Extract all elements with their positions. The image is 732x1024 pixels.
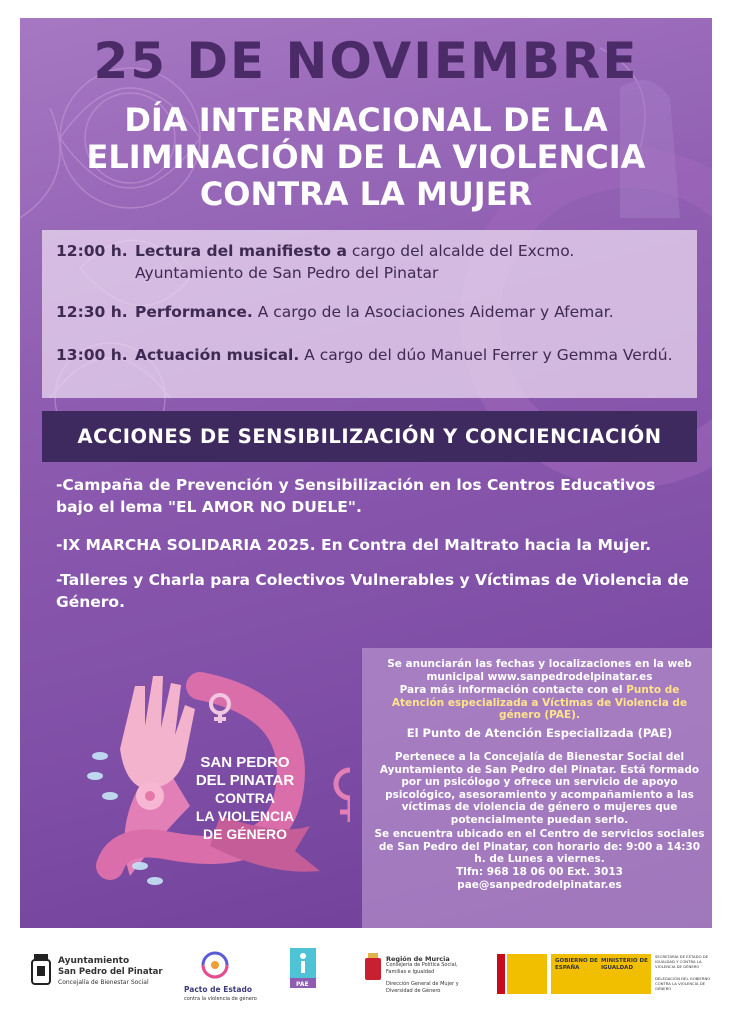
schedule-time: 12:30 h. (56, 303, 128, 321)
gobierno-label: GOBIERNO DE ESPAÑA (555, 958, 598, 971)
murcia-consejeria: Consejería de Política Social, Familias e Igualdad (386, 962, 458, 975)
delegacion-label: DELEGACIÓN DEL GOBIERNO CONTRA LA VIOLENCIA DE GÉNERO (655, 976, 711, 991)
info-description: Pertenece a la Concejalía de Bienestar Social del Ayuntamiento de San Pedro del Pinatar. Está formado por un psicólogo y ofrece un servicio de apoyo psicológico, asesoramiento y acompañamiento a las víctimas de violencia de género o mujeres que potencialmente puedan serlo. (379, 751, 700, 826)
footer-logos (0, 940, 732, 1024)
actions-heading: ACCIONES DE SENSIBILIZACIÓN Y CONCIENCIACIÓN (42, 411, 697, 462)
pacto-estado-logo-icon (198, 950, 232, 980)
ministerio-label: MINISTERIO DE IGUALDAD (601, 958, 648, 971)
schedule-time: 13:00 h. (56, 346, 128, 364)
schedule-detail: A cargo del dúo Manuel Ferrer y Gemma Verdú. (299, 346, 673, 364)
schedule-description (135, 240, 675, 284)
ayuntamiento-town: San Pedro del Pinatar (58, 967, 163, 977)
schedule-description (135, 344, 675, 366)
info-email: pae@sanpedrodelpinatar.es (457, 879, 622, 891)
pacto-estado-subtitle: contra la violencia de género (184, 996, 257, 1002)
spain-flag-stripe (497, 954, 505, 994)
info-web-text: Se anunciarán las fechas y localizaciones en la web municipal (387, 658, 692, 683)
action-item: -Campaña de Prevención y Sensibilización en los Centros Educativos bajo el lema "EL AMOR NO DUELE". (56, 476, 656, 516)
info-location: Se encuentra ubicado en el Centro de servicios sociales de San Pedro del Pinatar, con horario de: 9:00 a 14:30 h. de Lunes a viernes. (374, 828, 705, 866)
ribbon-text-line: LA VIOLENCIA (195, 808, 295, 824)
schedule-activity: Performance. (135, 303, 253, 321)
title-line: ELIMINACIÓN DE LA VIOLENCIA (86, 138, 646, 176)
schedule-activity: Lectura del manifiesto a (135, 242, 347, 260)
event-date: 25 DE NOVIEMBRE (93, 32, 639, 90)
title-line: CONTRA LA MUJER (199, 175, 533, 213)
schedule-detail: cargo del alcalde del Excmo. Ayuntamiento de San Pedro del Pinatar (135, 242, 575, 282)
ribbon-text-line: DEL PINATAR (195, 772, 295, 789)
info-web-note (372, 658, 707, 683)
pacto-estado-title: Pacto de Estado (184, 985, 252, 994)
spain-crest-icon (507, 954, 547, 994)
event-title (60, 102, 672, 213)
ribbon-text-line: DE GÉNERO (202, 826, 288, 842)
action-item: -Talleres y Charla para Colectivos Vulnerables y Víctimas de Violencia de Género. (56, 571, 689, 611)
info-phone: Tlfn: 968 18 06 00 Ext. 3013 (456, 866, 623, 878)
schedule-detail: A cargo de la Asociaciones Aidemar y Afemar. (252, 303, 614, 321)
title-line: DÍA INTERNACIONAL DE LA (124, 101, 608, 139)
ribbon-text-line: SAN PEDRO (200, 754, 290, 771)
info-web-url: www.sanpedrodelpinatar.es (487, 670, 653, 683)
ayuntamiento-name: Ayuntamiento (58, 956, 130, 966)
info-contact-note (372, 684, 707, 722)
schedule-time: 12:00 h. (56, 242, 128, 260)
gobierno-espana-logo (497, 954, 711, 994)
ayuntamiento-department: Concejalía de Bienestar Social (58, 979, 149, 986)
murcia-title: Región de Murcia (386, 955, 450, 963)
info-contact-text: Para más información contacte con el (399, 684, 627, 696)
action-item: -IX MARCHA SOLIDARIA 2025. En Contra del Maltrato hacia la Mujer. (56, 536, 652, 554)
pae-logo-label: PAE (296, 981, 309, 988)
murcia-direccion: Dirección General de Mujer y Diversidad de Género (386, 981, 459, 994)
region-murcia-crest-icon (364, 952, 382, 988)
poster (20, 18, 712, 928)
schedule-activity: Actuación musical. (135, 346, 300, 364)
schedule-description (135, 301, 675, 323)
ayuntamiento-crest-icon (30, 952, 52, 988)
secretaria-label: SECRETARÍA DE ESTADO DE IGUALDAD Y CONTRA LA VIOLENCIA DE GÉNERO (655, 954, 709, 969)
awareness-ribbon-illustration (50, 666, 350, 906)
ribbon-text-line: CONTRA (215, 790, 275, 806)
info-contact-highlight: Punto de Atención especializada a Víctimas de Violencia de género (PAE). (391, 684, 688, 722)
info-heading: El Punto de Atención Especializada (PAE) (406, 726, 673, 740)
